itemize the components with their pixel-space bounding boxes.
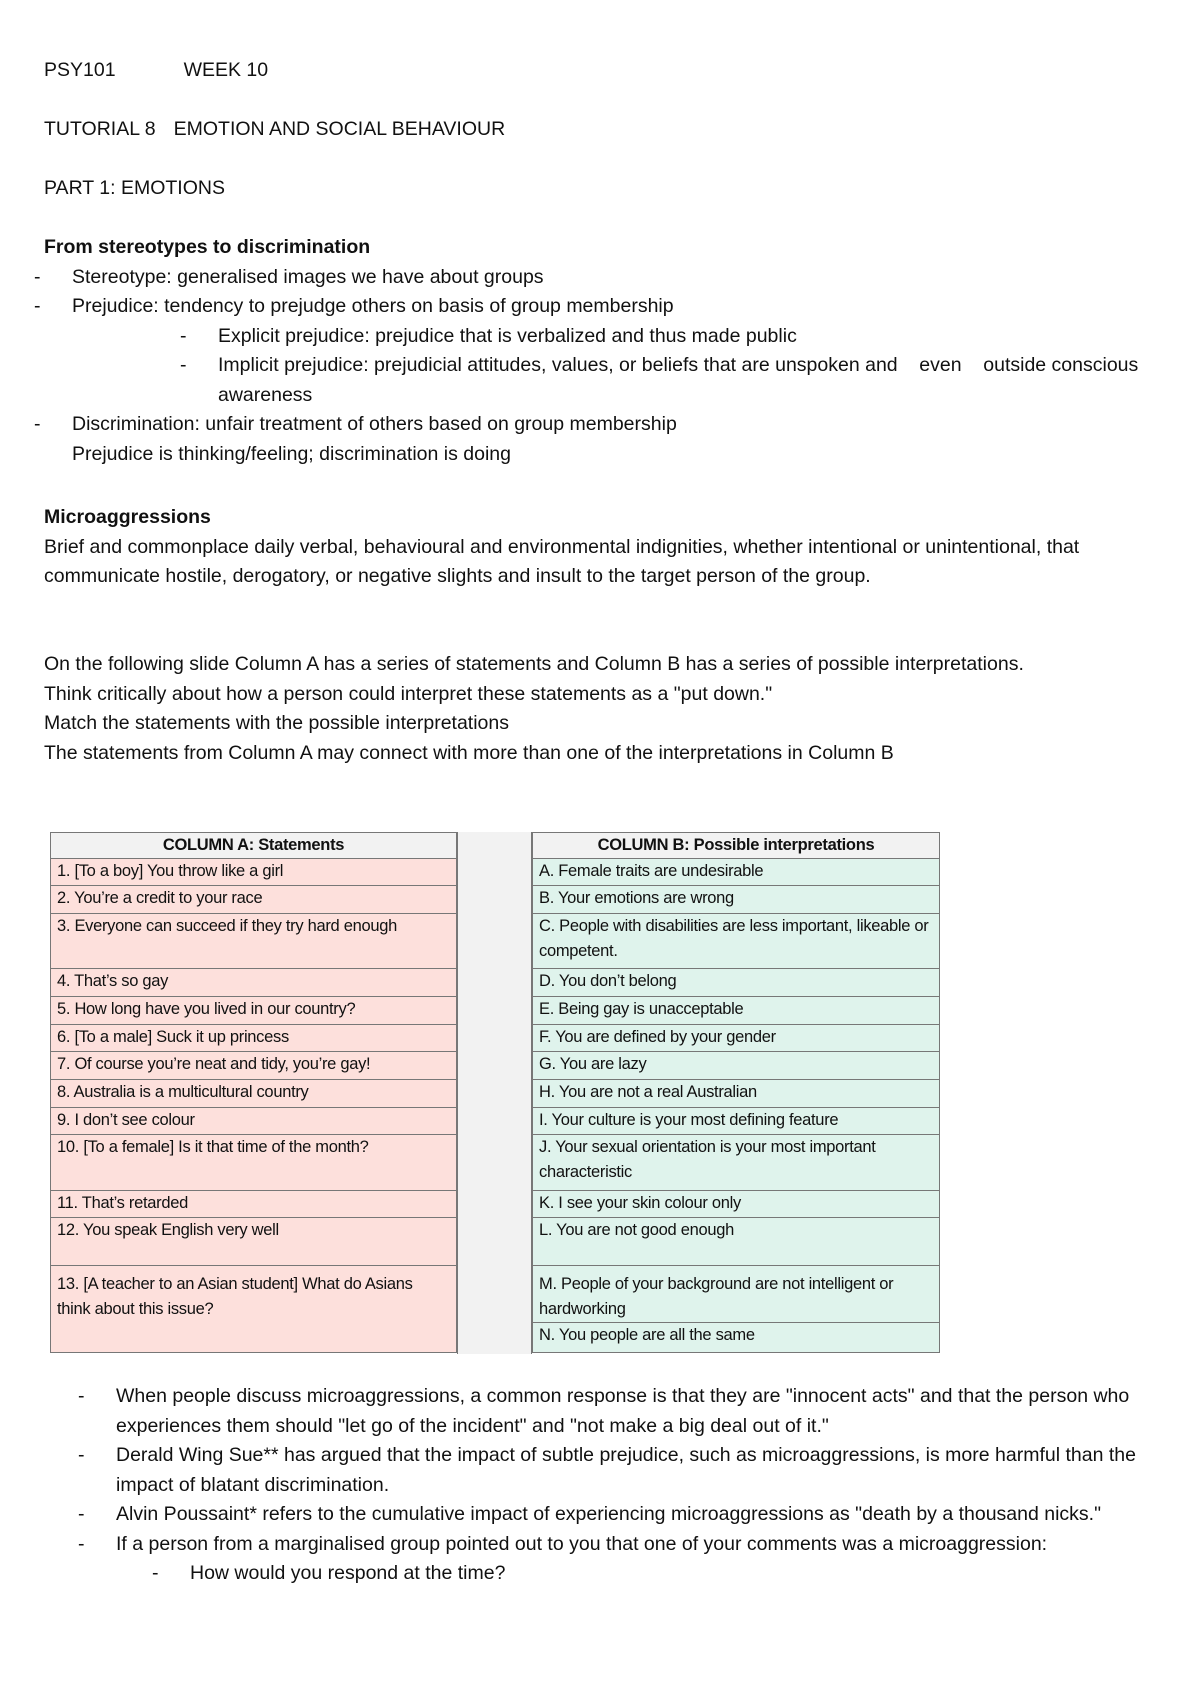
table-row: 7. Of course you’re neat and tidy, you’re gay! <box>50 1052 457 1080</box>
instruction-line: Match the statements with the possible interpretations <box>44 712 509 734</box>
table-row: I. Your culture is your most defining feature <box>532 1108 940 1135</box>
week-label: WEEK 10 <box>183 59 269 81</box>
list-item: - When people discuss microaggressions, a common response is that they are "innocent acts" and that the person who experiences them should "let go of the incident" and "not make a big deal out of it." <box>0 1382 1160 1441</box>
matching-table <box>50 832 940 1354</box>
list-item: - Prejudice: tendency to prejudge others on basis of group membership - Explicit prejudice: prejudice that is verbalized and thus made public - Implicit prejudice: prejudicial attitudes, values, or beliefs that are unspoken and even outside conscious awareness <box>0 292 1200 410</box>
course-header <box>44 56 268 86</box>
instruction-line: Think critically about how a person could interpret these statements as a "put down." <box>44 682 773 705</box>
stereotypes-section <box>44 233 1200 469</box>
column-b <box>532 832 940 1353</box>
table-row: G. You are lazy <box>532 1052 940 1080</box>
table-row: 6. [To a male] Suck it up princess <box>50 1025 457 1052</box>
microaggressions-heading: Microaggressions <box>44 506 211 528</box>
table-row: 8. Australia is a multicultural country <box>50 1080 457 1108</box>
table-row: K. I see your skin colour only <box>532 1191 940 1218</box>
table-row: 4. That’s so gay <box>50 969 457 997</box>
microaggressions-definition: Brief and commonplace daily verbal, behavioural and environmental indignities, whether intentional or unintentional, that communicate hostile, derogatory, or negative slights and insult to the target person of the group. <box>44 535 1080 587</box>
table-row: E. Being gay is unacceptable <box>532 997 940 1025</box>
discussion-section <box>0 1382 1160 1589</box>
table-row: 11. That’s retarded <box>50 1191 457 1218</box>
column-b-header: COLUMN B: Possible interpretations <box>532 832 940 859</box>
instruction-line: The statements from Column A may connect with more than one of the interpretations in Column B <box>44 741 894 764</box>
part-title: PART 1: EMOTIONS <box>44 177 225 199</box>
list-item: - Discrimination: unfair treatment of others based on group membership Prejudice is thinking/feeling; discrimination is doing <box>0 410 1200 469</box>
stereotypes-list <box>0 263 1200 470</box>
course-code: PSY101 <box>44 59 116 81</box>
prejudice-sublist <box>72 322 1200 411</box>
table-row: C. People with disabilities are less important, likeable or competent. <box>532 914 940 969</box>
list-item: - Derald Wing Sue** has argued that the impact of subtle prejudice, such as microaggressions, is more harmful than the impact of blatant discrimination. <box>0 1441 1160 1500</box>
table-row: F. You are defined by your gender <box>532 1025 940 1052</box>
table-row: M. People of your background are not intelligent or hardworking <box>532 1266 940 1323</box>
table-row: D. You don’t belong <box>532 969 940 997</box>
table-row: J. Your sexual orientation is your most important characteristic <box>532 1135 940 1191</box>
discussion-sublist <box>116 1559 1160 1589</box>
table-row: B. Your emotions are wrong <box>532 886 940 914</box>
table-row: N. You people are all the same <box>532 1323 940 1353</box>
table-row: 10. [To a female] Is it that time of the month? <box>50 1135 457 1191</box>
list-item: - How would you respond at the time? <box>116 1559 1160 1589</box>
table-row: 12. You speak English very well <box>50 1218 457 1266</box>
microaggressions-section <box>44 503 1144 592</box>
list-item: - Explicit prejudice: prejudice that is verbalized and thus made public <box>72 322 1200 352</box>
table-spacer-column <box>457 832 532 1354</box>
column-a-header: COLUMN A: Statements <box>50 832 457 859</box>
table-row: 13. [A teacher to an Asian student] What do Asians think about this issue? <box>50 1266 457 1353</box>
instruction-line: On the following slide Column A has a series of statements and Column B has a series of possible interpretations. <box>44 653 1024 675</box>
list-item: - Implicit prejudice: prejudicial attitudes, values, or beliefs that are unspoken and even outside conscious awareness <box>72 351 1200 410</box>
prejudice-note: Prejudice is thinking/feeling; discrimination is doing <box>72 442 511 465</box>
tutorial-number: TUTORIAL 8 <box>44 118 156 140</box>
tutorial-title: EMOTION AND SOCIAL BEHAVIOUR <box>173 118 506 140</box>
table-row: 2. You’re a credit to your race <box>50 886 457 914</box>
list-item: - Alvin Poussaint* refers to the cumulative impact of experiencing microaggressions as "death by a thousand nicks." <box>0 1500 1160 1530</box>
instructions <box>44 650 1084 768</box>
table-row: 9. I don’t see colour <box>50 1108 457 1135</box>
table-row: 3. Everyone can succeed if they try hard enough <box>50 914 457 969</box>
table-row: H. You are not a real Australian <box>532 1080 940 1108</box>
stereotypes-heading: From stereotypes to discrimination <box>44 236 371 258</box>
table-row: 5. How long have you lived in our country? <box>50 997 457 1025</box>
discussion-list <box>0 1382 1160 1589</box>
column-a <box>50 832 457 1353</box>
table-row: A. Female traits are undesirable <box>532 859 940 886</box>
tutorial-header <box>44 115 505 145</box>
list-item: - If a person from a marginalised group pointed out to you that one of your comments was a microaggression: - How would you respond at the time? <box>0 1530 1160 1589</box>
list-item: - Stereotype: generalised images we have about groups <box>0 263 1200 293</box>
table-row: 1. [To a boy] You throw like a girl <box>50 859 457 886</box>
table-row: L. You are not good enough <box>532 1218 940 1266</box>
